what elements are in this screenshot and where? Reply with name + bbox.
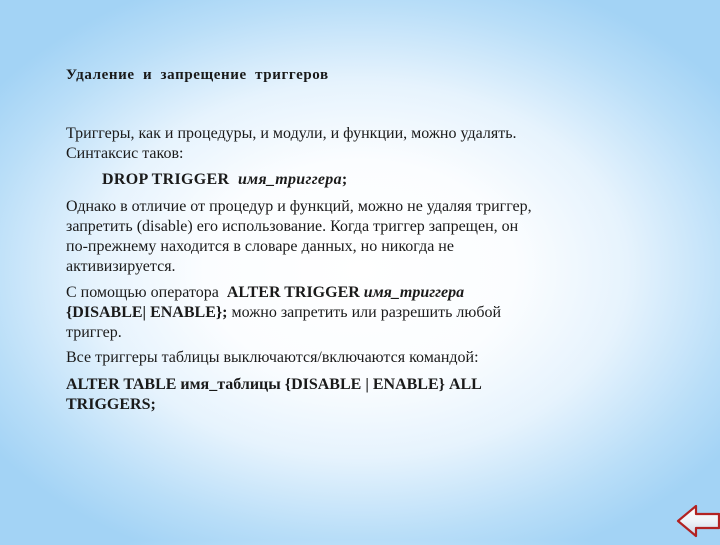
slide-title: Удаление и запрещение триггеров <box>66 67 329 83</box>
alter-trigger-name: имя_триггера <box>363 284 465 301</box>
back-button[interactable] <box>675 502 720 540</box>
alter-trigger-suffix: можно запретить или разрешить любой <box>231 304 502 321</box>
alter-trigger-line-3: триггер. <box>66 324 122 341</box>
alter-table-syntax <box>66 375 666 415</box>
intro-line-1: Триггеры, как и процедуры, и модули, и функции, можно удалять. <box>66 125 517 142</box>
paragraph-alter-trigger <box>66 283 666 343</box>
paragraph-intro <box>66 124 666 164</box>
trigger-name-placeholder: имя_триггера <box>237 171 342 188</box>
paragraph-disable-explanation <box>66 197 666 277</box>
left-arrow-icon <box>675 502 720 540</box>
intro-line-2: Синтаксис таков: <box>66 145 184 162</box>
alter-table-line-1: ALTER TABLE имя_таблицы {DISABLE | ENABLE} ALL <box>66 376 482 393</box>
drop-trigger-keyword: DROP TRIGGER <box>102 171 230 188</box>
statement-terminator: ; <box>341 171 348 188</box>
disable-line-4: активизируется. <box>66 258 176 275</box>
alter-trigger-keyword: ALTER TRIGGER <box>226 284 360 301</box>
disable-line-3: по-прежнему находится в словаре данных, но никогда не <box>66 238 454 255</box>
alter-trigger-options: {DISABLE| ENABLE}; <box>66 304 228 321</box>
disable-line-1: Однако в отличие от процедур и функций, можно не удаляя триггер, <box>66 198 532 215</box>
disable-line-2: запретить (disable) его использование. Когда триггер запрещен, он <box>66 218 519 235</box>
alter-table-line-2: TRIGGERS; <box>66 396 156 413</box>
paragraph-all-triggers: Все триггеры таблицы выключаются/включаются командой: <box>66 349 479 366</box>
drop-trigger-syntax <box>102 170 702 190</box>
alter-trigger-prefix: С помощью оператора <box>66 284 219 301</box>
